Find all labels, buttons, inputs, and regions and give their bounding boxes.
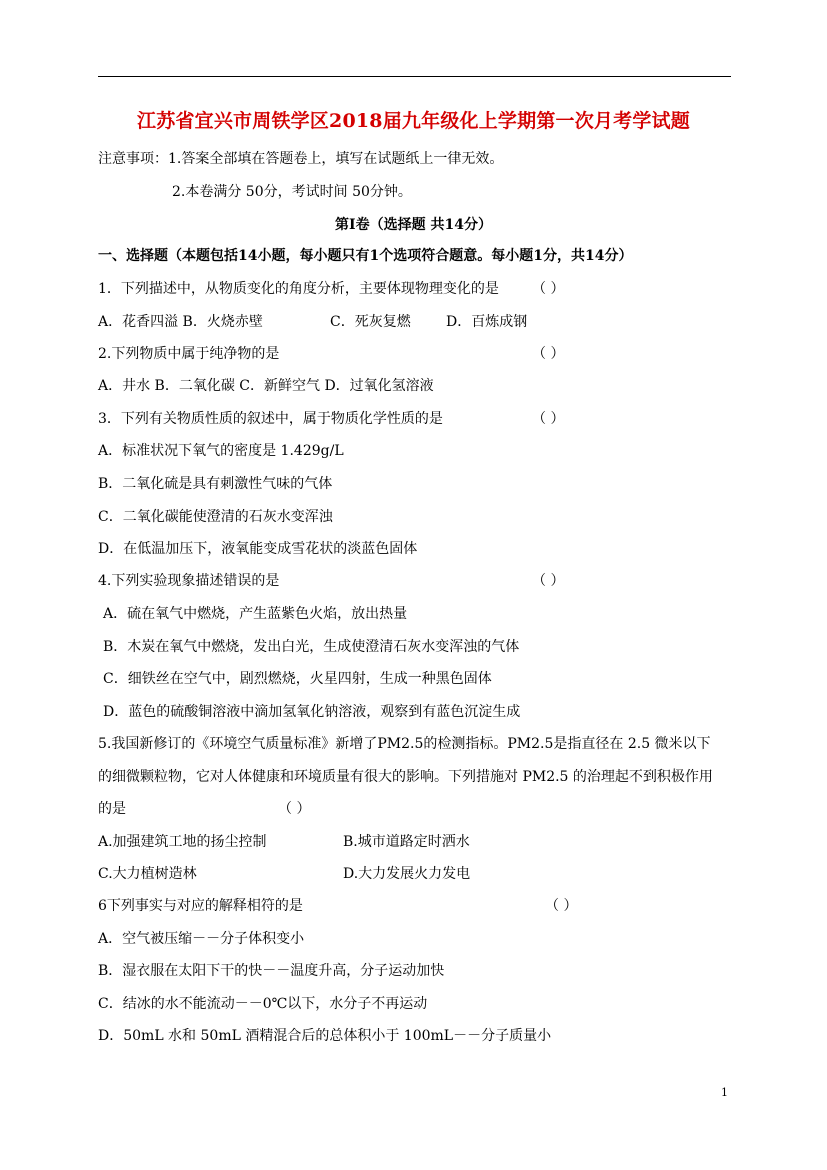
question-3-stem: 3．下列有关物质性质的叙述中，属于物质化学性质的是	[98, 411, 443, 427]
question-1-stem: 1．下列描述中，从物质变化的角度分析，主要体现物理变化的是	[98, 281, 499, 297]
notice-line-1: 注意事项：1.答案全部填在答题卷上，填写在试题纸上一律无效。	[98, 151, 504, 167]
question-6-option-d: D．50mL 水和 50mL 酒精混合后的总体积小于 100mL－－分子质量小	[98, 1028, 552, 1044]
section-title: 第Ⅰ卷（选择题 共14分）	[335, 217, 492, 233]
question-1-options-ab: A．花香四溢 B．火烧赤壁	[98, 314, 263, 330]
page-number: 1	[721, 1086, 728, 1099]
question-1-option-c: C．死灰复燃	[330, 314, 411, 330]
question-6-option-b: B．湿衣服在太阳下干的快－－温度升高，分子运动加快	[98, 963, 445, 979]
question-6-option-c: C．结冰的水不能流动－－0℃以下，水分子不再运动	[98, 996, 428, 1012]
question-5-stem-line-2: 的细微颗粒物，它对人体健康和环境质量有很大的影响。下列措施对 PM2.5 的治理起不到积极作用	[98, 769, 713, 785]
question-4-option-b: B．木炭在氧气中燃烧，发出白光，生成使澄清石灰水变浑浊的气体	[103, 639, 520, 655]
question-4-answer-blank: （ ）	[532, 573, 565, 589]
question-6-option-a: A．空气被压缩－－分子体积变小	[98, 931, 305, 947]
question-5-option-d: D.大力发展火力发电	[343, 866, 471, 882]
question-1-option-d: D．百炼成钢	[446, 314, 528, 330]
question-5-answer-blank: （ ）	[278, 801, 311, 817]
question-1-answer-blank: （ ）	[532, 281, 565, 297]
question-6-stem: 6下列事实与对应的解释相符的是	[98, 898, 303, 914]
question-5-stem-line-1: 5.我国新修订的《环境空气质量标准》新增了PM2.5的检测指标。PM2.5是指直径在 2.5 微米以下	[98, 736, 711, 752]
question-3-answer-blank: （ ）	[532, 411, 565, 427]
question-4-option-d: D．蓝色的硫酸铜溶液中滴加氢氧化钠溶液，观察到有蓝色沉淀生成	[103, 704, 521, 720]
question-3-option-a: A．标准状况下氧气的密度是 1.429g/L	[98, 443, 344, 459]
question-5-option-c: C.大力植树造林	[98, 866, 197, 882]
section-instruction: 一、选择题（本题包括14小题，每小题只有1个选项符合题意。每小题1分，共14分）	[98, 248, 633, 264]
question-2-stem: 2.下列物质中属于纯净物的是	[98, 346, 280, 362]
question-3-option-b: B．二氧化硫是具有刺激性气味的气体	[98, 476, 333, 492]
question-4-option-c: C．细铁丝在空气中，剧烈燃烧，火星四射，生成一种黑色固体	[103, 671, 492, 687]
question-2-answer-blank: （ ）	[532, 346, 565, 362]
question-5-stem-line-3: 的是	[98, 801, 126, 817]
exam-title: 江苏省宜兴市周铁学区2018届九年级化上学期第一次月考学试题	[137, 110, 690, 132]
question-5-option-b: B.城市道路定时洒水	[343, 834, 470, 850]
question-3-option-d: D．在低温加压下，液氧能变成雪花状的淡蓝色固体	[98, 541, 418, 557]
question-2-options: A．井水 B．二氧化碳 C．新鲜空气 D．过氧化氢溶液	[98, 378, 434, 394]
question-4-option-a: A．硫在氧气中燃烧，产生蓝紫色火焰，放出热量	[103, 606, 408, 622]
header-rule	[98, 76, 731, 77]
question-4-stem: 4.下列实验现象描述错误的是	[98, 573, 280, 589]
notice-line-2: 2.本卷满分 50分，考试时间 50分钟。	[172, 184, 412, 200]
question-6-answer-blank: （ ）	[545, 898, 578, 914]
question-5-option-a: A.加强建筑工地的扬尘控制	[98, 834, 267, 850]
question-3-option-c: C．二氧化碳能使澄清的石灰水变浑浊	[98, 509, 333, 525]
